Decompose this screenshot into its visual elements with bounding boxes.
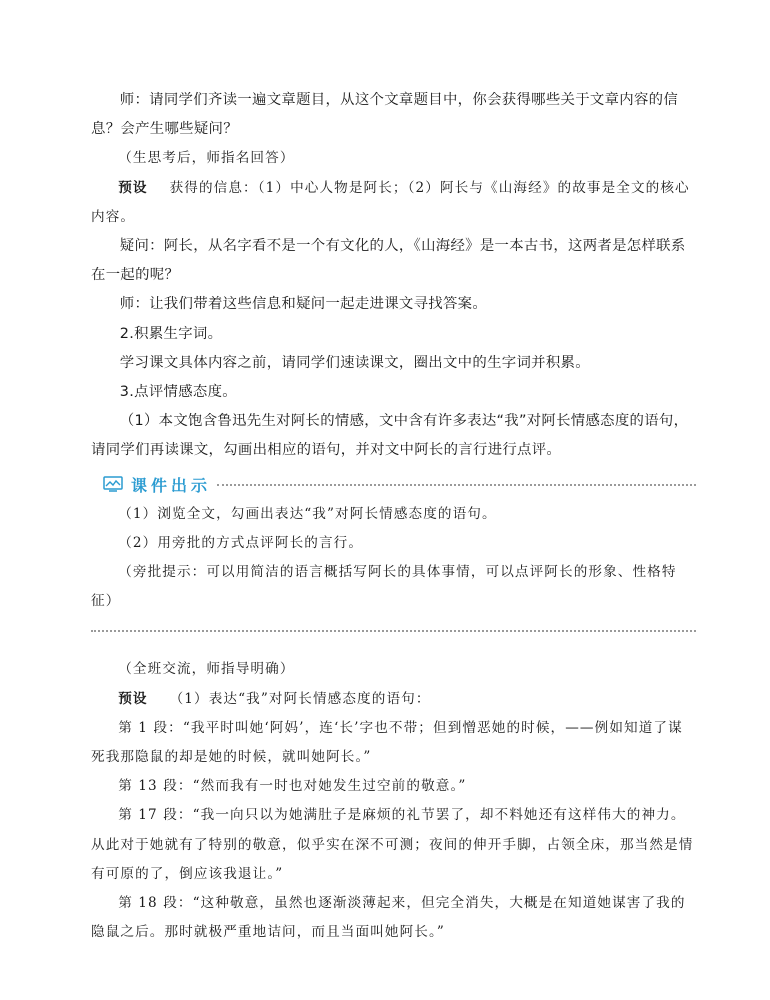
courseware-label: 课件出示 bbox=[131, 475, 212, 495]
step-2-heading: 2.积累生字词。 bbox=[119, 325, 223, 342]
courseware-item: （1）浏览全文，勾画出表达“我”对阿长情感态度的语句。 bbox=[118, 505, 497, 522]
preset-emotion bbox=[91, 685, 696, 714]
step-2-text: 学习课文具体内容之前，请同学们速读课文，圈出文中的生字词并积累。 bbox=[119, 354, 590, 371]
quote-paragraph-13: 第 13 段：“然而我有一时也对她发生过空前的敬意。” bbox=[118, 778, 467, 795]
quote-paragraph-17: 第 17 段：“我一向只以为她满肚子是麻烦的礼节罢了，却不料她还有这样伟大的神力。从此对于她就有了特别的敬意，似乎实在深不可测；夜间的伸开手脚，占领全床，那当然是情有可原的了，倒应该我退让。” bbox=[91, 807, 694, 882]
courseware-section-header bbox=[91, 469, 696, 500]
stage-direction: （生思考后，师指名回答） bbox=[118, 150, 295, 167]
preset-info-text: 获得的信息：（1）中心人物是阿长；（2）阿长与《山海经》的故事是全文的核心内容。 bbox=[91, 179, 690, 225]
preset-tag: 预设 bbox=[118, 690, 148, 707]
preset-tag: 预设 bbox=[118, 179, 148, 196]
step-3-heading: 3.点评情感态度。 bbox=[119, 384, 237, 401]
preset-info bbox=[91, 174, 696, 232]
step-3-text: （1）本文饱含鲁迅先生对阿长的情感，文中含有许多表达“我”对阿长情感态度的语句，请同学们再读课文，勾画出相应的语句，并对文中阿长的言行进行点评。 bbox=[91, 413, 689, 459]
courseware-item: （2）用旁批的方式点评阿长的言行。 bbox=[118, 534, 364, 551]
section-divider bbox=[217, 484, 696, 486]
document-page bbox=[91, 86, 696, 947]
teacher-lead: 师：让我们带着这些信息和疑问一起走进课文寻找答案。 bbox=[119, 296, 488, 313]
teacher-question: 师：请同学们齐读一遍文章题目，从这个文章题目中，你会获得哪些关于文章内容的信息？会产生哪些疑问？ bbox=[91, 92, 679, 138]
courseware-icon bbox=[103, 476, 123, 492]
quote-paragraph-1: 第 1 段：“我平时叫她‘阿妈’，连‘长’字也不带；但到憎恶她的时候，——例如知道了谋死我那隐鼠的却是她的时候，就叫她阿长。” bbox=[91, 719, 683, 766]
class-discussion: （全班交流，师指导明确） bbox=[118, 661, 295, 678]
quote-paragraph-18: 第 18 段：“这种敬意，虽然也逐渐淡薄起来，但完全消失，大概是在知道她谋害了我的隐鼠之后。那时就极严重地诘问，而且当面叫她阿长。” bbox=[91, 895, 686, 941]
section-bottom-divider bbox=[91, 630, 696, 632]
courseware-item: （旁批提示：可以用简洁的语言概括写阿长的具体事情，可以点评阿长的形象、性格特征） bbox=[91, 564, 677, 610]
question-paragraph: 疑问：阿长，从名字看不是一个有文化的人，《山海经》是一本古书，这两者是怎样联系在一起的呢？ bbox=[91, 238, 686, 284]
preset-emotion-text: （1）表达“我”对阿长情感态度的语句： bbox=[169, 690, 431, 707]
